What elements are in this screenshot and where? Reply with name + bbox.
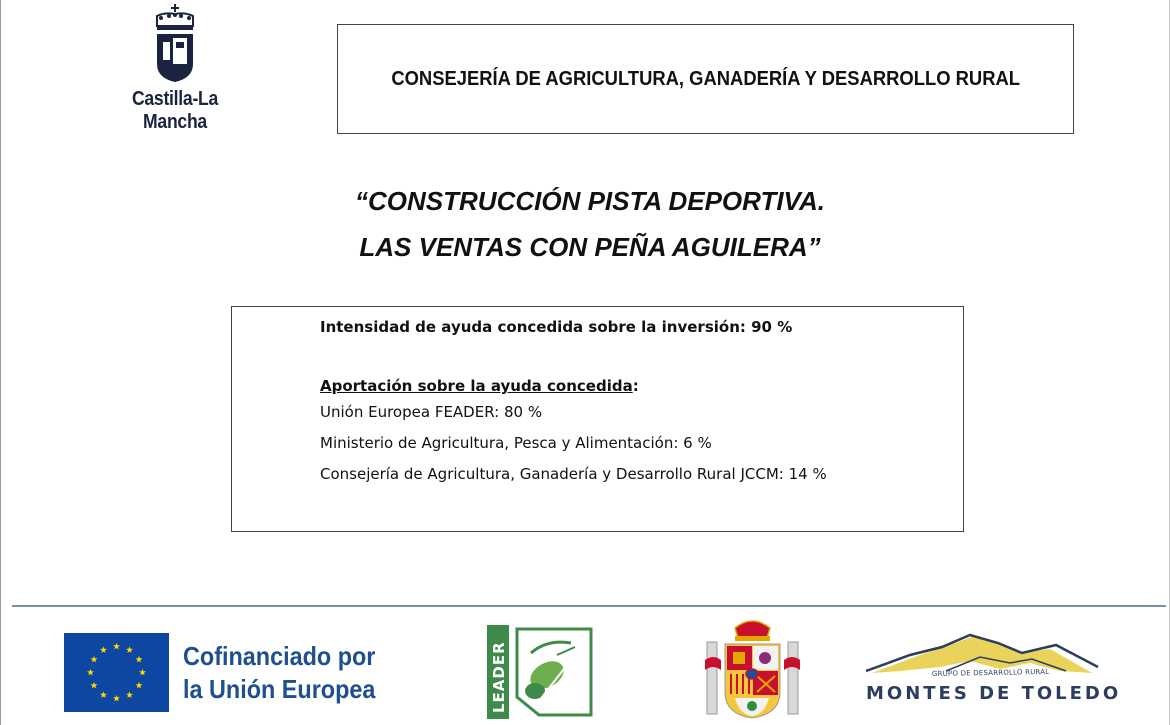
contribution-heading xyxy=(320,375,940,397)
project-title-line-2: LAS VENTAS CON PEÑA AGUILERA” xyxy=(359,232,821,262)
montes-de-toledo-logo xyxy=(860,633,1122,723)
page-border xyxy=(0,0,1,725)
jccm-emblem-icon xyxy=(153,4,197,86)
montes-subtitle: GRUPO DE DESARROLLO RURAL xyxy=(931,667,1050,679)
eu-text-line-1: Cofinanciado por xyxy=(183,641,376,671)
contribution-heading-suffix: : xyxy=(632,377,639,395)
leader-logo-text: LEADER xyxy=(490,641,508,713)
aid-intensity: Intensidad de ayuda concedida sobre la inversión: 90 % xyxy=(320,318,793,336)
eu-flag-icon xyxy=(64,633,169,712)
eu-cofunding-text xyxy=(183,640,390,706)
aid-info-box xyxy=(231,306,964,532)
jccm-logo-text: Castilla-La Mancha xyxy=(131,88,219,133)
contribution-item: Unión Europea FEADER: 80 % xyxy=(320,403,543,421)
contribution-heading-text: Aportación sobre la ayuda concedida xyxy=(320,377,633,395)
project-title-line-1: “CONSTRUCCIÓN PISTA DEPORTIVA. xyxy=(355,186,825,216)
jccm-logo xyxy=(90,4,260,133)
leader-logo-icon xyxy=(487,625,593,719)
contribution-item: Consejería de Agricultura, Ganadería y Desarrollo Rural JCCM: 14 % xyxy=(320,465,827,483)
montes-title: MONTES DE TOLEDO xyxy=(866,683,1122,704)
spain-coat-of-arms-icon xyxy=(705,614,800,722)
footer-divider xyxy=(12,605,1166,607)
department-header-box xyxy=(337,24,1074,134)
department-title: CONSEJERÍA DE AGRICULTURA, GANADERÍA Y DESARROLLO RURAL xyxy=(391,67,1020,90)
eu-text-line-2: la Unión Europea xyxy=(183,674,376,704)
project-title xyxy=(280,178,900,270)
contribution-item: Ministerio de Agricultura, Pesca y Alimentación: 6 % xyxy=(320,434,712,452)
aid-content xyxy=(320,316,940,490)
